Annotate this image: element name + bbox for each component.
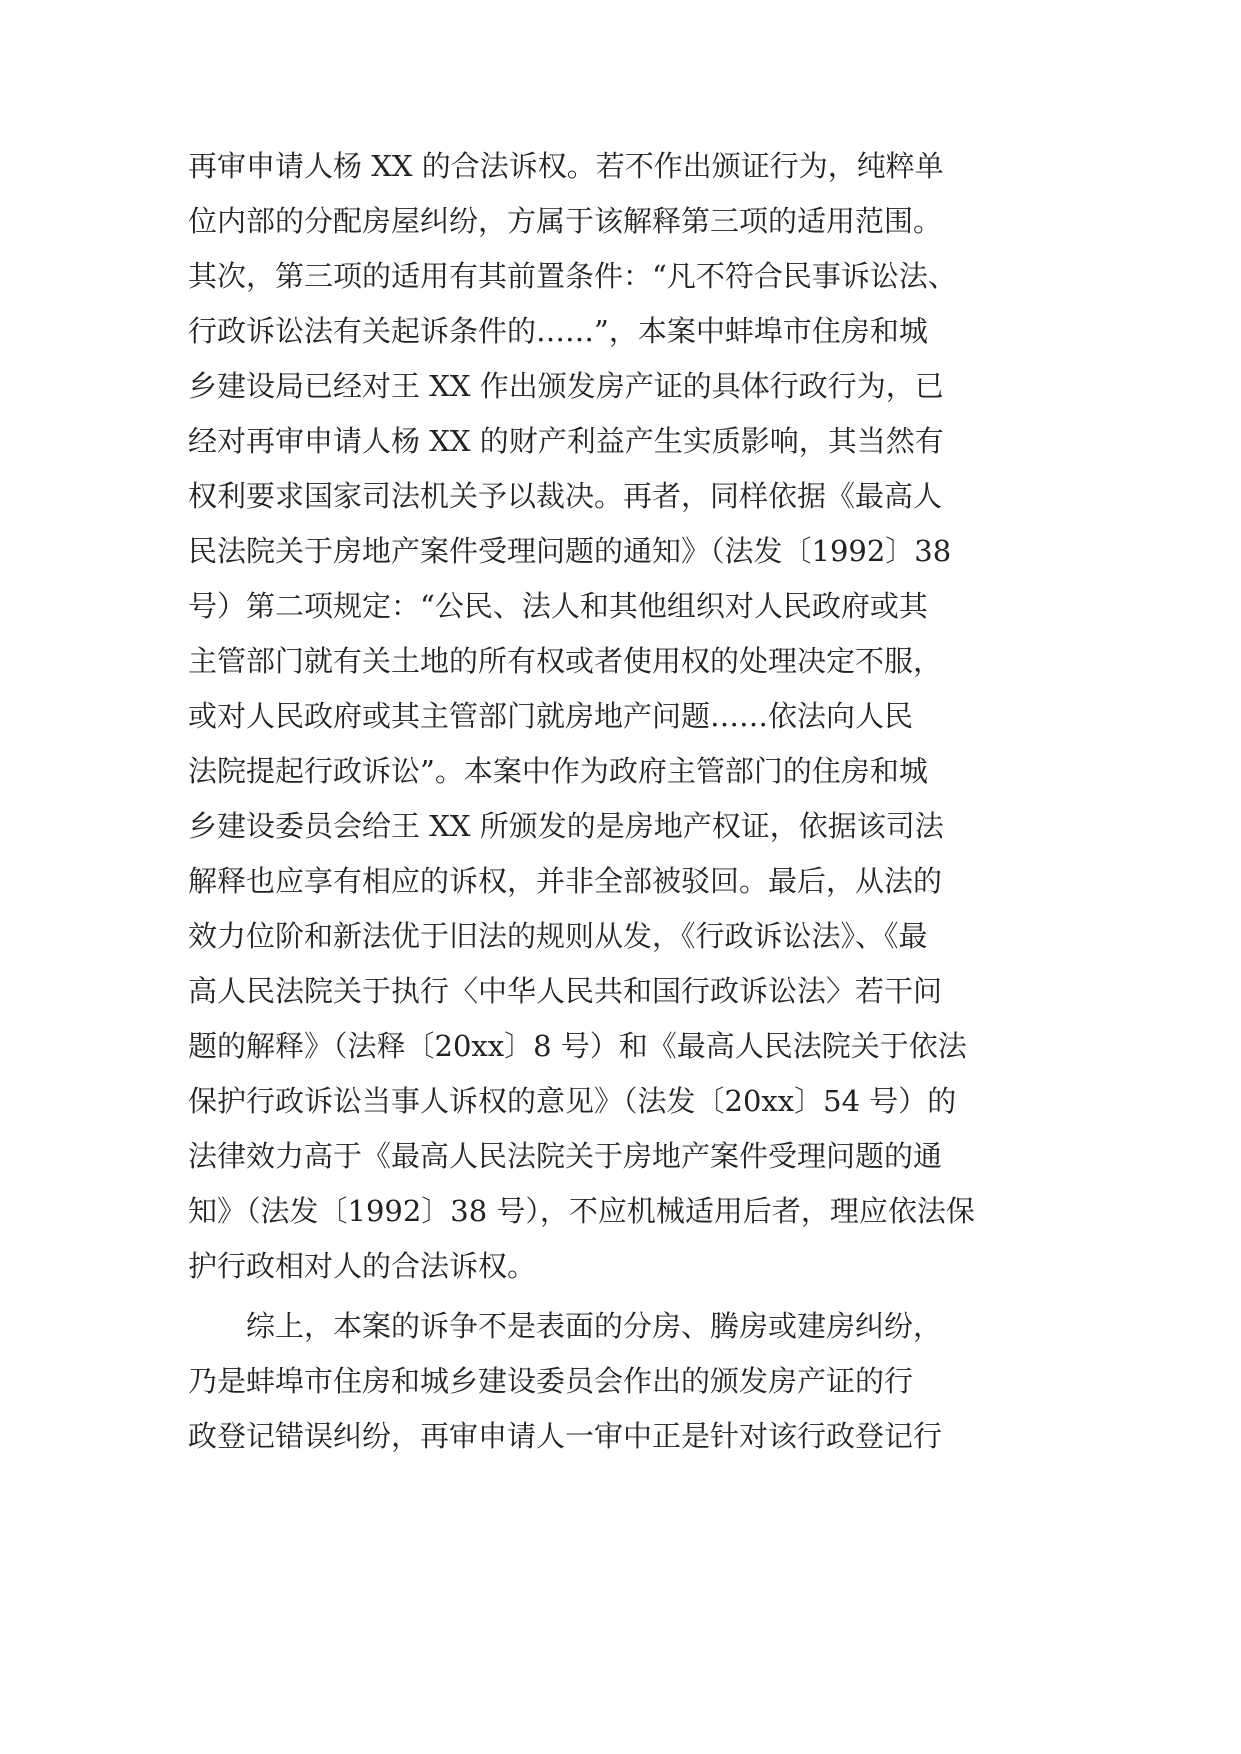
text-line: 知》（法发〔1992〕38 号），不应机械适用后者，理应依法保 <box>188 1194 975 1228</box>
text-line: 乃是蚌埠市住房和城乡建设委员会作出的颁发房产证的行 <box>188 1364 914 1398</box>
text-line: 权利要求国家司法机关予以裁决。再者，同样依据《最高人 <box>188 479 943 513</box>
text-line: 或对人民政府或其主管部门就房地产问题……依法向人民 <box>188 699 914 733</box>
text-line: 号）第二项规定：“公民、法人和其他组织对人民政府或其 <box>188 589 928 623</box>
text-line: 民法院关于房地产案件受理问题的通知》（法发〔1992〕38 <box>188 534 952 568</box>
text-line: 护行政相对人的合法诉权。 <box>188 1249 537 1283</box>
text-line: 法院提起行政诉讼”。本案中作为政府主管部门的住房和城 <box>188 754 928 788</box>
text-line: 政登记错误纠纷，再审申请人一审中正是针对该行政登记行 <box>188 1419 943 1453</box>
text-line: 主管部门就有关土地的所有权或者使用权的处理决定不服， <box>188 644 943 678</box>
text-line: 解释也应享有相应的诉权，并非全部被驳回。最后，从法的 <box>188 864 943 898</box>
text-line: 其次，第三项的适用有其前置条件：“凡不符合民事诉讼法、 <box>188 259 957 293</box>
paragraph-first-line: 综上，本案的诉争不是表面的分房、腾房或建房纠纷， <box>246 1309 943 1343</box>
text-line: 再审申请人杨 XX 的合法诉权。若不作出颁证行为，纯粹单 <box>188 149 944 183</box>
text-line: 乡建设委员会给王 XX 所颁发的是房地产权证，依据该司法 <box>188 809 944 843</box>
text-line: 乡建设局已经对王 XX 作出颁发房产证的具体行政行为，已 <box>188 369 944 403</box>
text-line: 高人民法院关于执行〈中华人民共和国行政诉讼法〉若干问 <box>188 974 943 1008</box>
text-line: 经对再审申请人杨 XX 的财产利益产生实质影响，其当然有 <box>188 424 944 458</box>
text-line: 题的解释》（法释〔20xx〕8 号）和《最高人民法院关于依法 <box>188 1029 967 1063</box>
text-line: 行政诉讼法有关起诉条件的……”，本案中蚌埠市住房和城 <box>188 314 928 348</box>
text-line: 法律效力高于《最高人民法院关于房地产案件受理问题的通 <box>188 1139 943 1173</box>
text-line: 保护行政诉讼当事人诉权的意见》（法发〔20xx〕54 号）的 <box>188 1084 957 1118</box>
text-line: 位内部的分配房屋纠纷，方属于该解释第三项的适用范围。 <box>188 204 943 238</box>
text-line: 效力位阶和新法优于旧法的规则从发，《行政诉讼法》、《最 <box>188 919 928 953</box>
